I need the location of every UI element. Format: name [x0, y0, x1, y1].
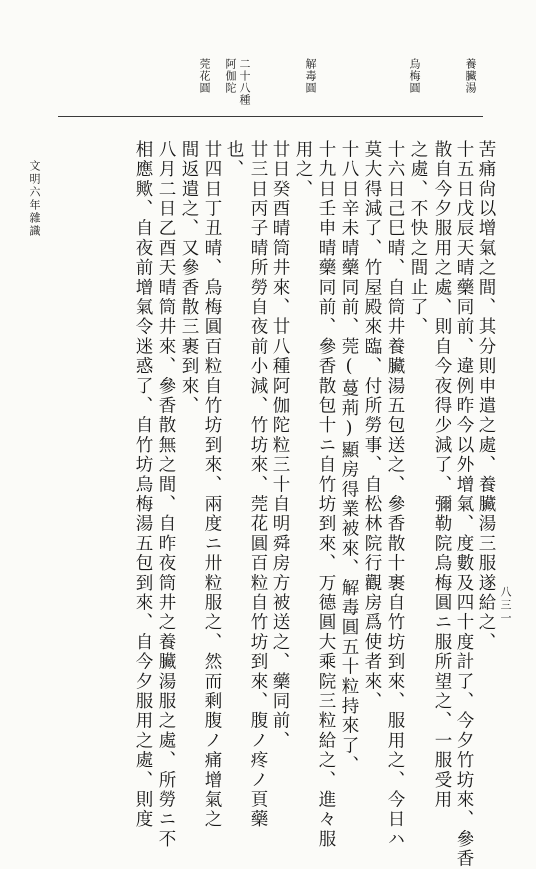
header-note: 莞花圓: [198, 58, 211, 94]
text-column: 間返遣之、又參香散三裹到來、: [179, 140, 199, 416]
header-note: 烏梅圓: [408, 58, 421, 94]
page-number: 八三一: [499, 586, 512, 625]
text-column: 廿四日丁丑晴、烏梅圓百粒自竹坊到來、兩度ニ卅粒服之、然而剩腹ノ痛增氣之: [202, 140, 222, 830]
text-column: 也、: [224, 140, 244, 180]
text-column: 散自今夕服用之處、則自今夜得少減了、彌勒院烏梅圓ニ服所望之、一服受用: [432, 140, 452, 810]
header-note: 養臟湯: [464, 58, 477, 94]
text-column: 廿三日丙子晴所勞自夜前小減、竹坊來、莞花圓百粒自竹坊到來、腹ノ疼ノ頁藥: [248, 140, 268, 830]
text-column: 十八日辛未晴藥同前、莞(蔓荊)顯房得業被來、解毒圓五十粒持來了、: [339, 140, 359, 776]
running-title: 文明六年雜識: [28, 160, 41, 238]
header-divider: [58, 116, 483, 117]
text-column: 十九日壬申晴藥同前、參香散包十ニ自竹坊到來、万德圓大乘院三粒給之、進々服: [316, 140, 336, 850]
text-column: 十六日己巳晴、自筒井養臟湯五包送之、參香散十裹自竹坊到來、服用之、今日ハ: [385, 140, 405, 850]
text-column: 八月二日乙酉天晴筒井來、參香散無之間、自昨夜筒井之養臟湯服之處、所勞ニ不: [156, 140, 176, 850]
header-note: 二十八種: [238, 58, 251, 106]
header-note: 解毒圓: [304, 58, 317, 94]
text-column: 苦痛尙以增氣之間、其分則申遣之處、養臟湯三服遂給之、: [476, 140, 496, 653]
header-note: 阿伽陀: [224, 58, 237, 94]
text-column: 用之、: [293, 140, 313, 200]
text-column: 莫大得減了、竹屋殿來臨、付所勞事、自松林院行觀房爲使者來、: [362, 140, 382, 712]
text-column: 之處、不快之間止了、: [408, 140, 428, 337]
text-column: 廿日癸酉晴筒井來、廿八種阿伽陀粒三十自明舜房方被送之、藥同前、: [270, 140, 290, 751]
text-column: 十五日戊辰天晴藥同前、違例昨今以外增氣、度數及四十度計了、今夕竹坊來、參香: [454, 140, 474, 869]
text-column: 相應歟、自夜前增氣令迷惑了、自竹坊烏梅湯五包到來、自今夕服用之處、則度: [133, 140, 153, 830]
